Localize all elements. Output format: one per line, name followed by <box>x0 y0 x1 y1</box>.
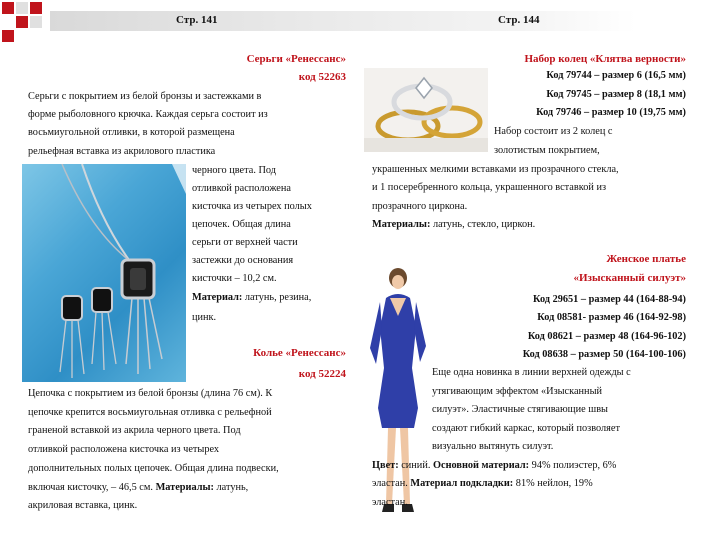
dress-line-a: эластан. <box>372 478 408 489</box>
page-number-left: Стр. 141 <box>176 14 218 26</box>
dress-color-value: синий. <box>398 460 431 471</box>
necklace-line: Цепочка с покрытием из белой бронзы (длина 76 см). К <box>28 388 273 399</box>
dress-color-label: Цвет: <box>372 460 399 471</box>
dress-title: Женское платье <box>606 253 686 265</box>
dress-code: Код 08638 – размер 50 (164-100-106) <box>522 349 686 360</box>
necklace-material-value: латунь, <box>213 482 249 493</box>
rings-title: Набор колец «Клятва верности» <box>524 53 686 65</box>
earrings-line: Серьги с покрытием из белой бронзы и застежками в <box>28 91 262 102</box>
earrings-side-line: серьги от верхней части <box>192 237 298 248</box>
dress-color-material <box>372 457 616 475</box>
dress-code: Код 08581- размер 46 (164-92-98) <box>537 312 686 323</box>
earrings-side-line: кисточки – 10,2 см. <box>192 273 277 284</box>
rings-photo <box>364 68 488 152</box>
necklace-line-material <box>28 479 248 497</box>
dress-code: Код 29651 – размер 44 (164-88-94) <box>532 294 686 305</box>
rings-side-line: Набор состоит из 2 колец с <box>494 126 613 137</box>
decor-square <box>16 2 28 14</box>
dress-title-name: «Изысканный силуэт» <box>573 272 686 284</box>
header-bar <box>50 11 636 31</box>
earrings-line: форме рыболовного крючка. Каждая серьга состоит из <box>28 109 268 120</box>
earrings-material-label: Материал: <box>192 292 243 303</box>
rings-code: Код 79745 – размер 8 (18,1 мм) <box>546 89 686 100</box>
necklace-material-label: Материалы: <box>155 482 214 493</box>
dress-side-line: создают гибкий каркас, который позволяет <box>432 423 620 434</box>
earrings-photo <box>22 164 186 382</box>
necklace-material-tail: акриловая вставка, цинк. <box>28 500 138 511</box>
dress-lining-value: 81% нейлон, 19% <box>513 478 593 489</box>
rings-line: и 1 посеребренного кольца, украшенного вставкой из <box>372 182 607 193</box>
earrings-title: Серьги «Ренессанс» <box>246 53 346 65</box>
earrings-material <box>192 289 311 307</box>
rings-material-label: Материалы: <box>372 219 431 230</box>
dress-side-line: визуально вытянуть силуэт. <box>432 441 554 452</box>
dress-side-line: силуэт». Эластичные стягивающие швы <box>432 404 608 415</box>
dress-side-line: Еще одна новинка в линии верхней одежды с <box>432 367 631 378</box>
earrings-side-line: кисточка из четырех полых <box>192 201 312 212</box>
decor-square <box>2 30 14 42</box>
necklace-line: цепочке крепится восьмиугольная отливка с рельефной <box>28 407 272 418</box>
dress-lining-label: Материал подкладки: <box>410 478 514 489</box>
decor-square <box>30 16 42 28</box>
earrings-line: рельефная вставка из акрилового пластика <box>28 146 216 157</box>
rings-code: Код 79744 – размер 6 (16,5 мм) <box>546 70 686 81</box>
earrings-side-line: цепочек. Общая длина <box>192 219 291 230</box>
earrings-line: восьмиугольной отливки, в которой размещена <box>28 127 235 138</box>
earrings-material-value: латунь, резина, <box>242 292 312 303</box>
earrings-material-tail: цинк. <box>192 312 217 323</box>
dress-lining <box>372 475 593 493</box>
rings-material-value: латунь, стекло, циркон. <box>430 219 536 230</box>
decor-square <box>2 2 14 14</box>
necklace-line: дополнительных полых цепочек. Общая длина подвески, <box>28 463 279 474</box>
rings-illustration <box>364 68 488 152</box>
necklace-code: код 52224 <box>298 368 346 380</box>
rings-material <box>372 216 535 234</box>
rings-line: украшенных мелкими вставками из прозрачного стекла, <box>372 164 619 175</box>
rings-side-line: золотистым покрытием, <box>494 145 600 156</box>
rings-line: прозрачного циркона. <box>372 201 468 212</box>
necklace-title: Колье «Ренессанс» <box>253 347 346 359</box>
earrings-code: код 52263 <box>298 71 346 83</box>
dress-side-line: утягивающим эффектом «Изысканный <box>432 386 602 397</box>
earrings-illustration <box>22 164 186 382</box>
dress-material-value: 94% полиэстер, 6% <box>529 460 617 471</box>
dress-line-b: эластан. <box>372 497 408 508</box>
decor-square <box>30 2 42 14</box>
earrings-side-line: застежки до основания <box>192 255 294 266</box>
necklace-line-text: включая кисточку, – 46,5 см. <box>28 482 153 493</box>
earrings-side-line: отливкой расположена <box>192 183 291 194</box>
earrings-side-line: черного цвета. Под <box>192 165 276 176</box>
dress-material-label: Основной материал: <box>432 460 530 471</box>
dress-code: Код 08621 – размер 48 (164-96-102) <box>527 331 686 342</box>
necklace-line: отливкой расположена кисточка из четырех <box>28 444 220 455</box>
necklace-line: граненой вставкой из акрила черного цвета. Под <box>28 425 241 436</box>
rings-code: Код 79746 – размер 10 (19,75 мм) <box>536 107 686 118</box>
page-number-right: Стр. 144 <box>498 14 540 26</box>
decor-square <box>16 16 28 28</box>
